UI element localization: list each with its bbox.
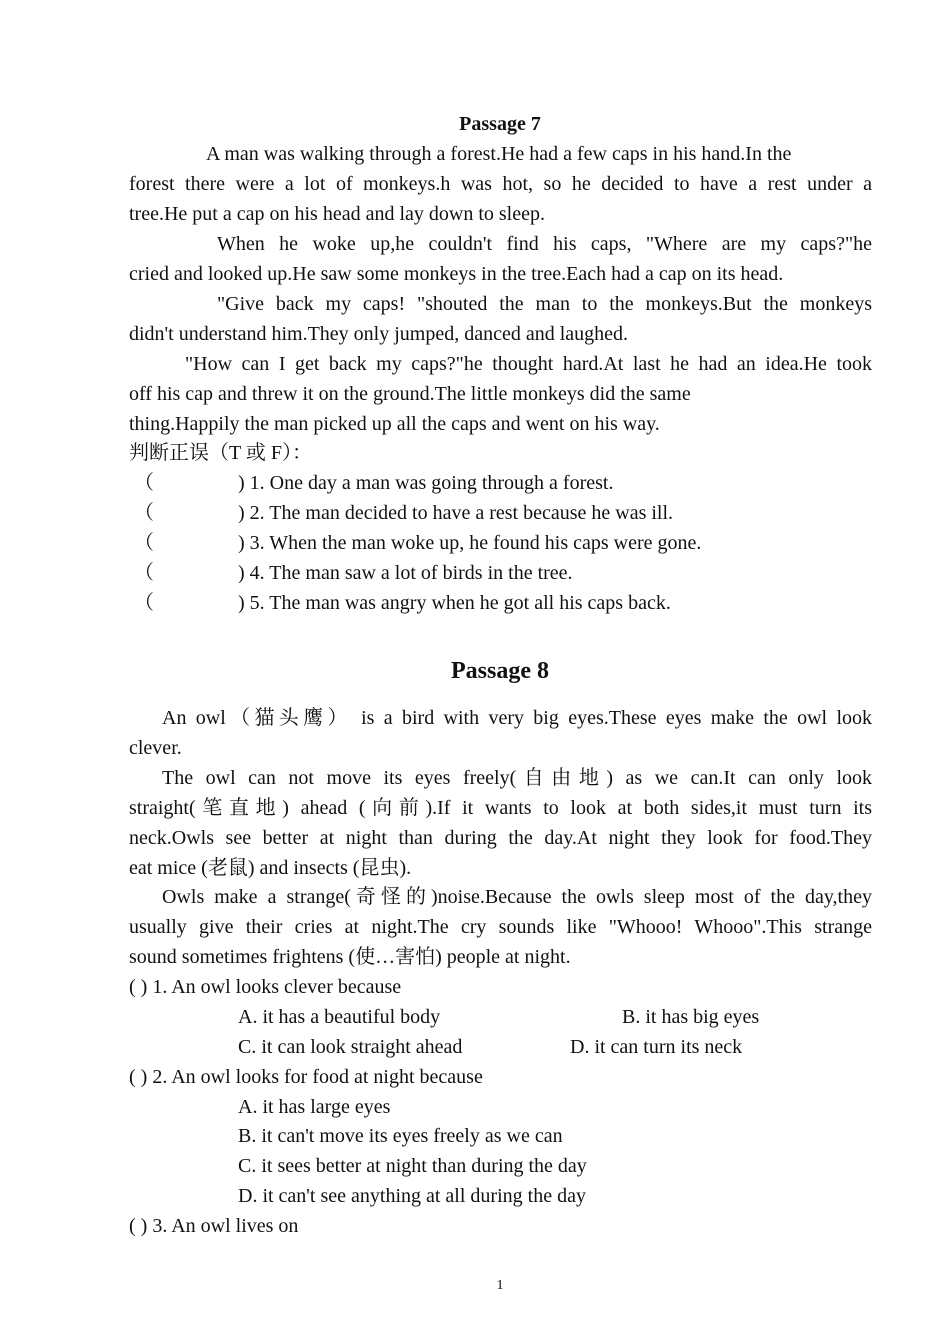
page-number: 1 (496, 1278, 504, 1293)
p7-line-6: "Give back my caps! "shouted the man to the monkeys.But the monkeys (217, 293, 872, 315)
question-3-stem: ( ) 3. An owl lives on (129, 1215, 299, 1237)
q1-option-a: A. it has a beautiful body (238, 1006, 441, 1028)
q1-option-b: B. it has big eyes (622, 1006, 760, 1028)
answer-paren: （ (134, 472, 154, 494)
p8-line-8: usually give their cries at night.The cry sounds like "Whooo! Whooo".This strange (129, 916, 872, 938)
tf-item-text: ) 5. The man was angry when he got all his caps back. (238, 592, 671, 614)
p7-line-4: When he woke up,he couldn't find his caps, "Where are my caps?"he (217, 233, 872, 255)
tf-instruction: 判断正误（T 或 F）： (129, 442, 312, 464)
p7-line-9: off his cap and threw it on the ground.The little monkeys did the same (129, 383, 691, 405)
p7-line-10: thing.Happily the man picked up all the caps and went on his way. (129, 413, 660, 435)
passage-7-title: Passage 7 (459, 113, 541, 135)
q2-option-d: D. it can't see anything at all during the day (238, 1185, 586, 1207)
p7-line-7: didn't understand him.They only jumped, danced and laughed. (129, 323, 629, 345)
question-2-stem: ( ) 2. An owl looks for food at night because (129, 1066, 483, 1088)
p7-line-3: tree.He put a cap on his head and lay down to sleep. (129, 203, 545, 225)
p7-line-1: A man was walking through a forest.He had a few caps in his hand.In the (206, 143, 792, 165)
answer-paren: （ (134, 562, 154, 584)
p7-line-8: "How can I get back my caps?"he thought hard.At last he had an idea.He took (185, 353, 872, 375)
tf-item-text: ) 1. One day a man was going through a forest. (238, 472, 614, 494)
q2-option-b: B. it can't move its eyes freely as we can (238, 1125, 563, 1147)
p8-line-4: straight(笔直地) ahead (向前).If it wants to look at both sides,it must turn its (129, 797, 872, 819)
passage-8-title: Passage 8 (451, 658, 549, 684)
p7-line-5: cried and looked up.He saw some monkeys in the tree.Each had a cap on its head. (129, 263, 784, 285)
p8-line-5: neck.Owls see better at night than during the day.At night they look for food.They (129, 827, 872, 849)
p8-line-3: The owl can not move its eyes freely(自由地) as we can.It can only look (162, 767, 872, 789)
answer-paren: （ (134, 502, 154, 524)
answer-paren: （ (134, 592, 154, 614)
p7-line-2: forest there were a lot of monkeys.h was hot, so he decided to have a rest under a (129, 173, 872, 195)
q2-option-c: C. it sees better at night than during the day (238, 1155, 587, 1177)
p8-line-7: Owls make a strange(奇怪的)noise.Because the owls sleep most of the day,they (162, 886, 872, 908)
p8-line-6: eat mice (老鼠) and insects (昆虫). (129, 857, 412, 879)
answer-paren: （ (134, 532, 154, 554)
tf-item-text: ) 2. The man decided to have a rest because he was ill. (238, 502, 674, 524)
p8-line-1: An owl（猫头鹰） is a bird with very big eyes.These eyes make the owl look (162, 707, 872, 729)
p8-line-9: sound sometimes frightens (使…害怕) people at night. (129, 946, 571, 968)
q2-option-a: A. it has large eyes (238, 1096, 391, 1118)
q1-option-c: C. it can look straight ahead (238, 1036, 463, 1058)
tf-item-text: ) 4. The man saw a lot of birds in the tree. (238, 562, 573, 584)
question-1-stem: ( ) 1. An owl looks clever because (129, 976, 402, 998)
tf-item-text: ) 3. When the man woke up, he found his caps were gone. (238, 532, 702, 554)
p8-line-2: clever. (129, 737, 182, 759)
q1-option-d: D. it can turn its neck (570, 1036, 743, 1058)
